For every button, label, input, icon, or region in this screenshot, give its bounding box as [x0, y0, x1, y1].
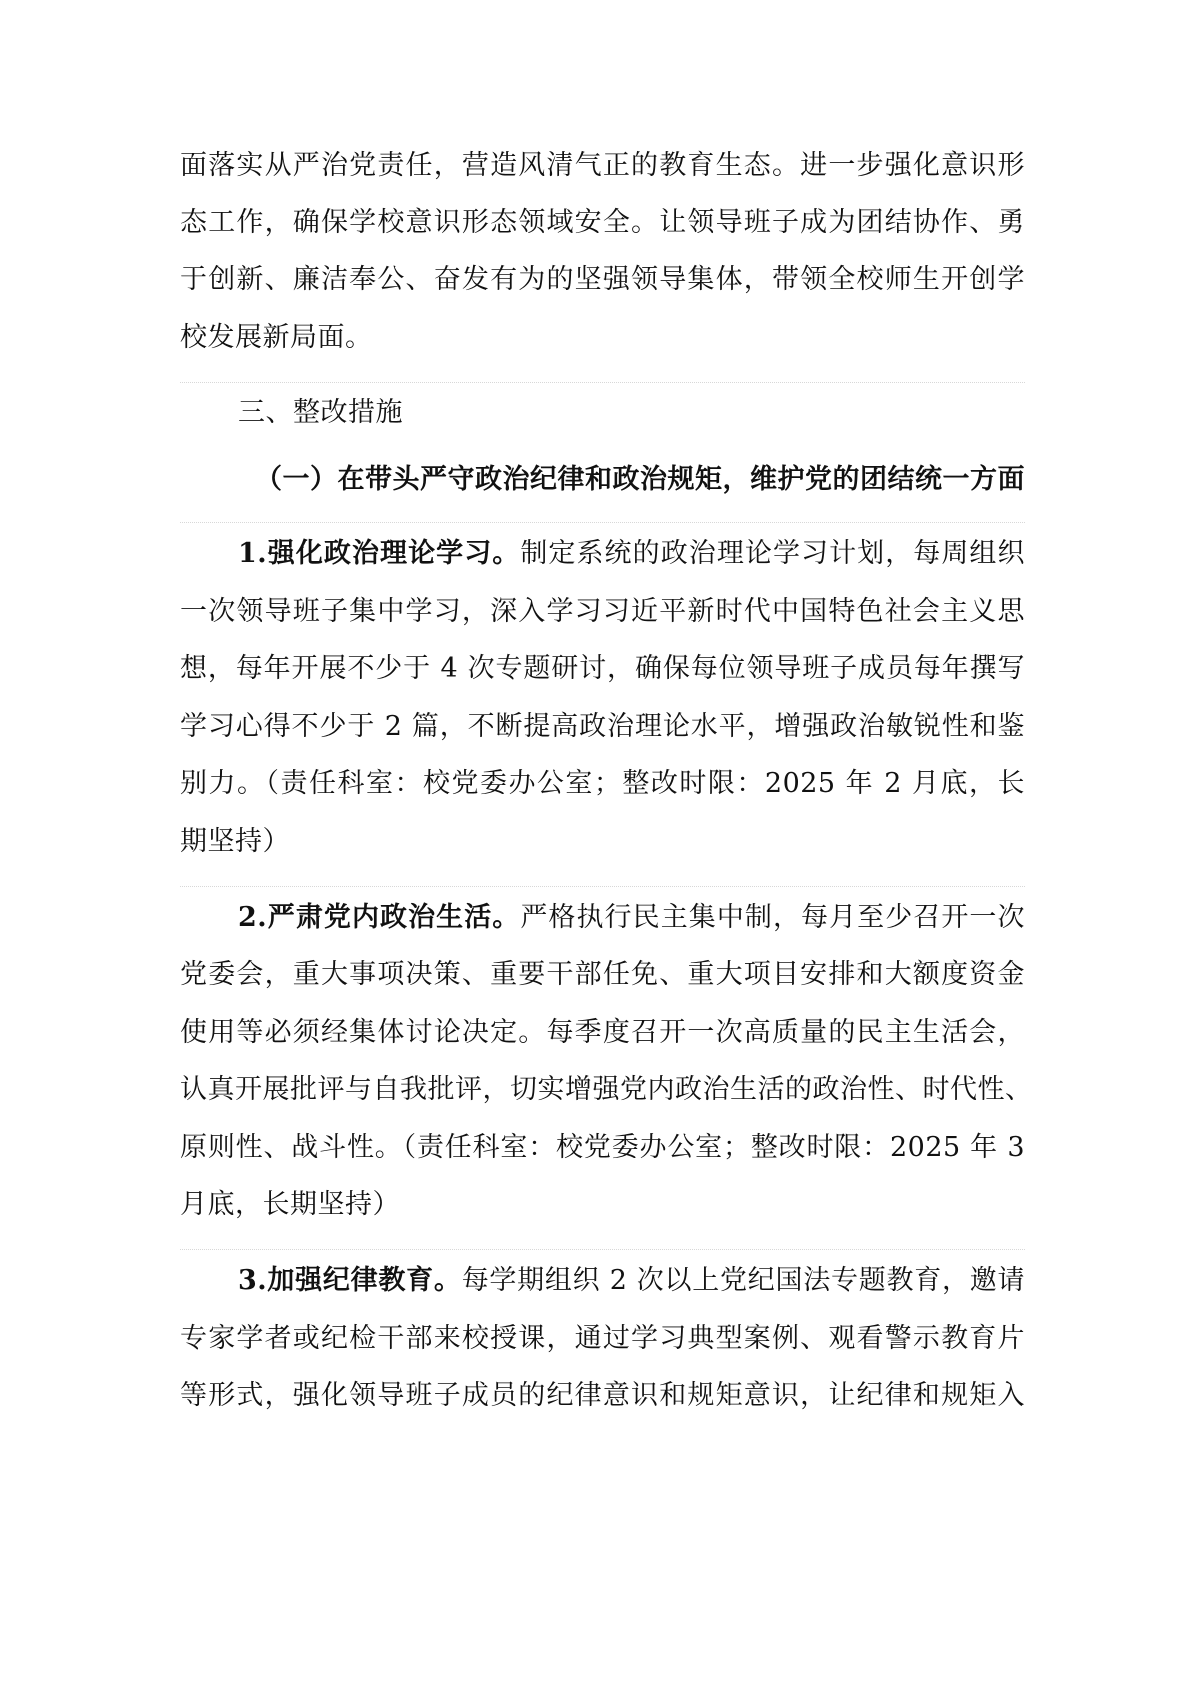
- paragraph-intro-line-2: 态工作，确保学校意识形态领域安全。让领导班子成为团结协作、勇: [180, 207, 1025, 238]
- item-3-line-1: [238, 1263, 1025, 1299]
- item-2-title: 2.严肃党内政治生活。: [238, 902, 521, 933]
- item-2-line-5: 原则性、战斗性。（责任科室：校党委办公室；整改时限：2025 年 3: [180, 1132, 1025, 1163]
- paragraph-intro-line-3: 于创新、廉洁奉公、奋发有为的坚强领导集体，带领全校师生开创学: [180, 264, 1025, 295]
- item-1-line-6: 期坚持）: [180, 826, 290, 857]
- item-1-line-1: [238, 536, 1025, 572]
- item-2-line-3: 使用等必须经集体讨论决定。每季度召开一次高质量的民主生活会，: [180, 1017, 1025, 1048]
- item-1-line-4: 学习心得不少于 2 篇，不断提高政治理论水平，增强政治敏锐性和鉴: [180, 711, 1025, 742]
- section-heading: 三、整改措施: [238, 397, 403, 428]
- item-3-line-3: 等形式，强化领导班子成员的纪律意识和规矩意识，让纪律和规矩入: [180, 1380, 1025, 1411]
- item-2-line-1: [238, 900, 1025, 936]
- item-2-line-4: 认真开展批评与自我批评，切实增强党内政治生活的政治性、时代性、: [180, 1074, 1033, 1105]
- item-2-line-2: 党委会，重大事项决策、重要干部任免、重大项目安排和大额度资金: [180, 959, 1025, 990]
- paragraph-intro-line-4: 校发展新局面。: [180, 322, 373, 353]
- item-3-text: 每学期组织 2 次以上党纪国法专题教育，邀请: [461, 1265, 1026, 1296]
- item-2-line-6: 月底，长期坚持）: [180, 1189, 400, 1220]
- dotted-divider: [180, 886, 1025, 887]
- item-1-line-5: 别力。（责任科室：校党委办公室；整改时限：2025 年 2 月底，长: [180, 768, 1025, 799]
- item-3-title: 3.加强纪律教育。: [238, 1265, 462, 1296]
- item-3-line-2: 专家学者或纪检干部来校授课，通过学习典型案例、观看警示教育片: [180, 1323, 1025, 1354]
- item-1-text: 制定系统的政治理论学习计划，每周组织: [520, 538, 1025, 569]
- subsection-heading: （一）在带头严守政治纪律和政治规矩，维护党的团结统一方面: [255, 464, 1025, 495]
- item-1-title: 1.强化政治理论学习。: [238, 538, 521, 569]
- dotted-divider: [180, 382, 1025, 383]
- dotted-divider: [180, 522, 1025, 523]
- paragraph-intro-line-1: 面落实从严治党责任，营造风清气正的教育生态。进一步强化意识形: [180, 150, 1025, 181]
- item-2-text: 严格执行民主集中制，每月至少召开一次: [520, 902, 1025, 933]
- dotted-divider: [180, 1249, 1025, 1250]
- item-1-line-2: 一次领导班子集中学习，深入学习习近平新时代中国特色社会主义思: [180, 596, 1025, 627]
- item-1-line-3: 想，每年开展不少于 4 次专题研讨，确保每位领导班子成员每年撰写: [180, 653, 1025, 684]
